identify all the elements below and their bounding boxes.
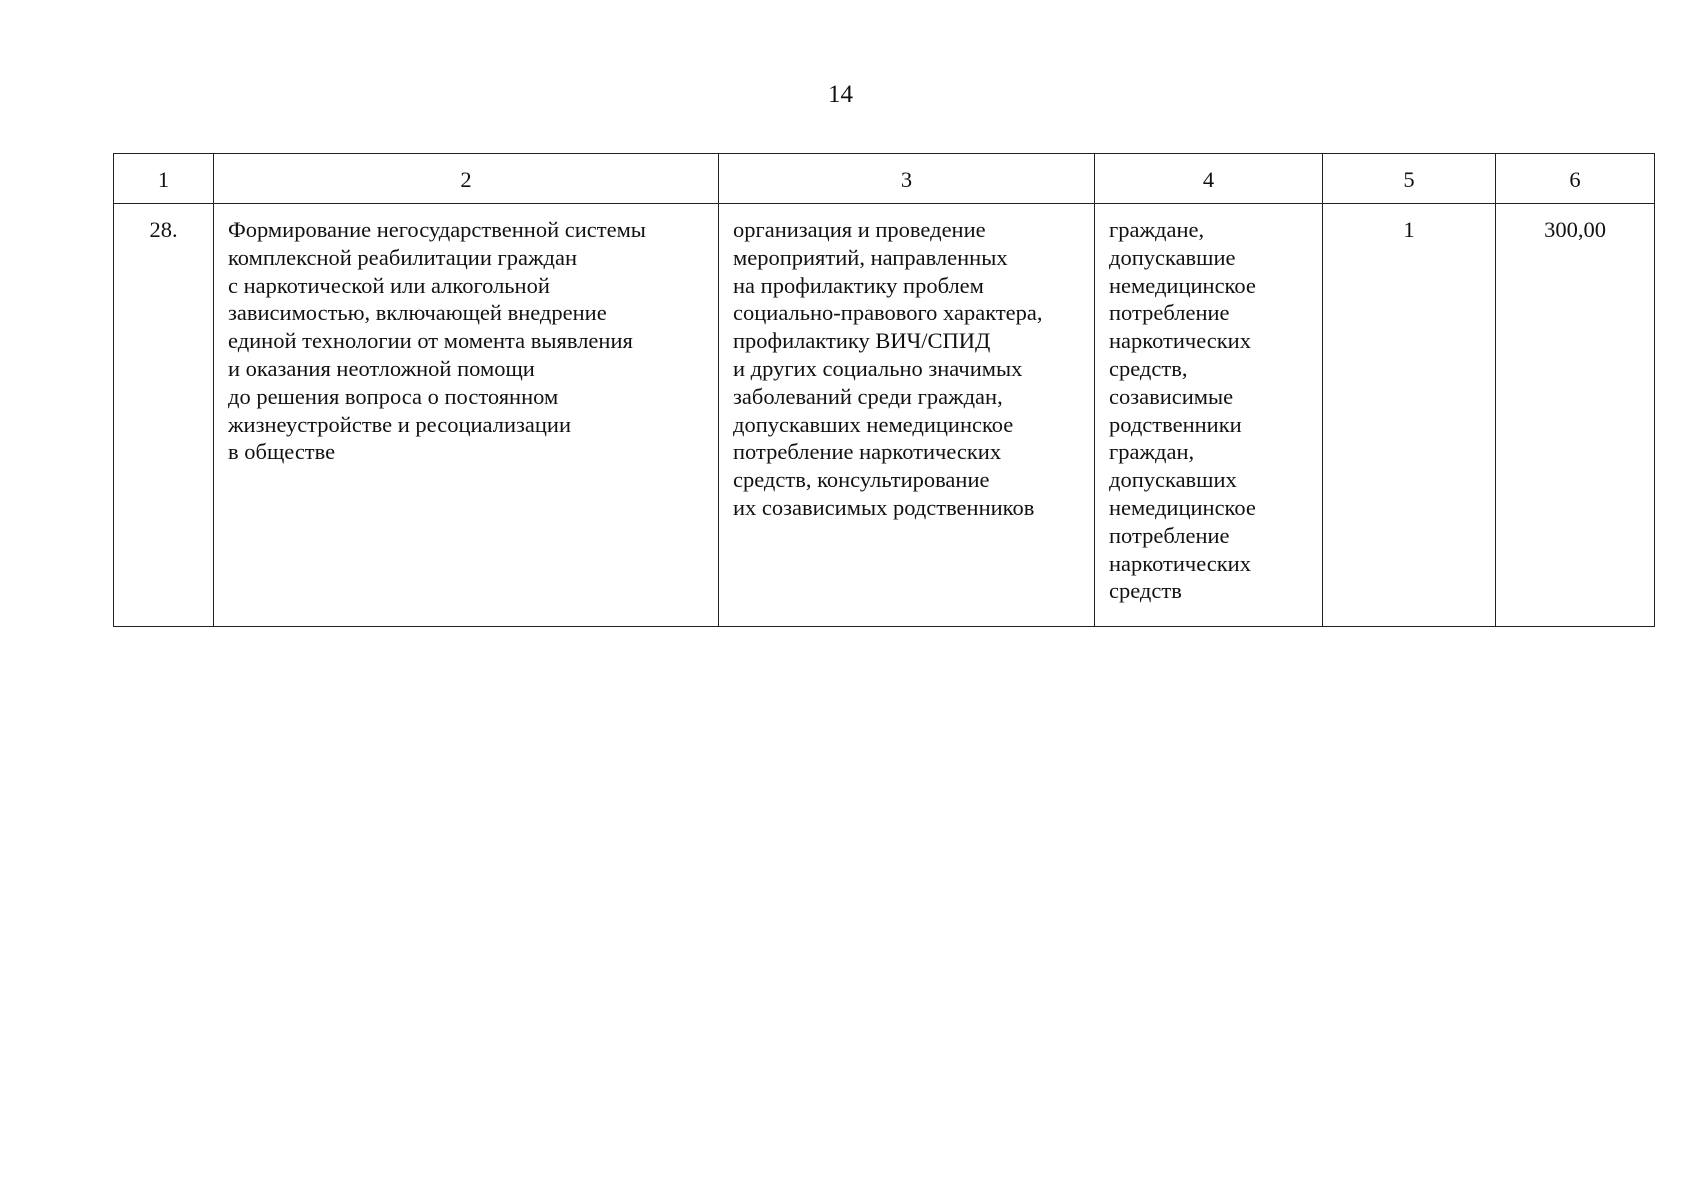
text-line: наркотических <box>1109 550 1251 576</box>
text-line: и оказания неотложной помощи <box>228 355 535 381</box>
text-line: средств <box>1109 578 1182 604</box>
text-line: потребление <box>1109 300 1230 326</box>
amount-value: 300,00 <box>1496 204 1655 627</box>
header-col-2: 2 <box>214 154 719 204</box>
row-number: 28. <box>114 204 214 627</box>
target-group <box>1095 204 1323 627</box>
text-line: в обществе <box>228 439 336 465</box>
text-line: до решения вопроса о постоянном <box>228 383 559 409</box>
header-col-3: 3 <box>719 154 1095 204</box>
text-line: организация и проведение <box>733 217 986 242</box>
text-line: немедицинское <box>1109 494 1256 520</box>
text-line: средств, <box>1109 355 1188 381</box>
text-line: профилактику ВИЧ/СПИД <box>733 328 991 354</box>
text-line: мероприятий, направленных <box>733 244 1008 270</box>
text-line: наркотических <box>1109 328 1251 354</box>
text-line: их созависимых родственников <box>733 494 1035 520</box>
page-number: 14 <box>828 81 853 108</box>
text-line: допускавшие <box>1109 244 1236 270</box>
measure-name <box>214 204 719 627</box>
text-line: граждан, <box>1109 439 1195 465</box>
text-line: потребление наркотических <box>733 439 1002 465</box>
table-header-row <box>114 154 1655 204</box>
text-line: допускавших <box>1109 467 1237 493</box>
text-line: созависимые <box>1109 383 1234 409</box>
text-line: заболеваний среди граждан, <box>733 383 1003 409</box>
text-line: и других социально значимых <box>733 355 1023 381</box>
text-line: потребление <box>1109 522 1230 548</box>
header-col-4: 4 <box>1095 154 1323 204</box>
count-value: 1 <box>1323 204 1496 627</box>
text-line: зависимостью, включающей внедрение <box>228 300 607 326</box>
activity-description <box>719 204 1095 627</box>
text-line: социально-правового характера, <box>733 300 1043 326</box>
text-line: Формирование негосударственной системы <box>228 217 646 242</box>
text-line: на профилактику проблем <box>733 272 984 298</box>
header-col-6: 6 <box>1496 154 1655 204</box>
text-line: родственники <box>1109 411 1242 437</box>
text-line: с наркотической или алкогольной <box>228 272 550 298</box>
text-line: немедицинское <box>1109 272 1256 298</box>
text-line: жизнеустройстве и ресоциализации <box>228 411 571 437</box>
text-line: единой технологии от момента выявления <box>228 328 633 354</box>
header-col-5: 5 <box>1323 154 1496 204</box>
program-table <box>113 153 1655 627</box>
text-line: граждане, <box>1109 217 1205 242</box>
header-col-1: 1 <box>114 154 214 204</box>
text-line: комплексной реабилитации граждан <box>228 244 578 270</box>
text-line: допускавших немедицинское <box>733 411 1014 437</box>
text-line: средств, консультирование <box>733 467 990 493</box>
table-row <box>114 204 1655 627</box>
